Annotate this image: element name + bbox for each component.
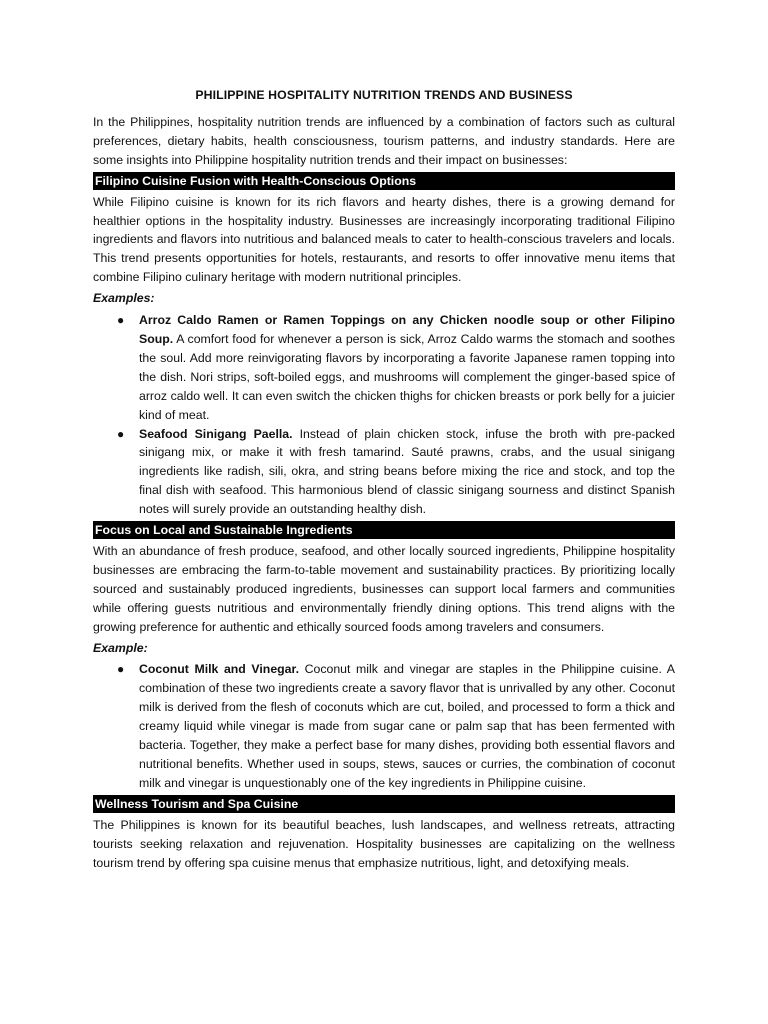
item-lead: Seafood Sinigang Paella. — [139, 426, 293, 441]
section-body-fusion: While Filipino cuisine is known for its rich flavors and hearty dishes, there is a growing demand for healthier options in the hospitality industry. Businesses are increasingly incorporating traditional Filipino ingredients and flavors into nutritious and balanced meals to cater to health-conscious travelers and locals. This trend presents opportunities for hotels, restaurants, and resorts to offer innovative menu items that combine Filipino culinary heritage with modern nutritional principles. — [93, 194, 675, 285]
intro-paragraph: In the Philippines, hospitality nutrition trends are influenced by a combination of factors such as cultural preferences, dietary habits, health consciousness, tourism patterns, and industry standards. Here are some insights into Philippine hospitality nutrition trends and their impact on businesses: — [93, 114, 675, 167]
bullet-icon: ● — [117, 313, 125, 328]
example-label: Example: — [93, 640, 148, 655]
item-text: A comfort food for whenever a person is sick, Arroz Caldo warms the stomach and soothes the soul. Add more reinvigorating flavors by incorporating a favorite Japanese ramen topping into the dish. Nori strips, soft-boiled eggs, and mushrooms will complement the ginger-based spice of arroz caldo well. It can even switch the chicken thighs for chicken breasts or pork belly for a juicier kind of meat. — [139, 331, 675, 422]
section-heading-wellness: Wellness Tourism and Spa Cuisine — [93, 795, 675, 813]
item-text: Coconut milk and vinegar are staples in the Philippine cuisine. A combination of these two ingredients create a savory flavor that is unrivalled by any other. Coconut milk is derived from the flesh of coconuts which are cut, boiled, and processed to form a thick and creamy liquid while vinegar is made from sugar cane or palm sap that has been fermented with bacteria. Together, they make a perfect base for many dishes, providing both essential flavors and nutritional benefits. Whether used in soups, stews, sauces or curries, the combination of coconut milk and vinegar is unquestionably one of the key ingredients in Philippine cuisine. — [139, 662, 675, 790]
examples-label: Examples: — [93, 291, 155, 306]
section-body-wellness: The Philippines is known for its beautiful beaches, lush landscapes, and wellness retreats, attracting tourists seeking relaxation and rejuvenation. Hospitality businesses are capitalizing on the wellness tourism trend by offering spa cuisine menus that emphasize nutritious, light, and detoxifying meals. — [93, 817, 675, 870]
bullet-icon: ● — [117, 662, 125, 677]
example-list-local — [93, 660, 675, 792]
section-heading-local: Focus on Local and Sustainable Ingredients — [93, 521, 675, 539]
document-page — [93, 86, 675, 873]
list-item — [93, 425, 675, 520]
item-lead: Arroz Caldo Ramen or Ramen Toppings on any Chicken noodle soup or other Filipino Soup. — [139, 313, 675, 346]
section-body-local: With an abundance of fresh produce, seafood, and other locally sourced ingredients, Philippine hospitality businesses are embracing the farm-to-table movement and sustainability practices. By prioritizing locally sourced and sustainably produced ingredients, businesses can support local farmers and communities while offering guests nutritious and environmentally friendly dining options. This trend aligns with the growing preference for authentic and ethically sourced foods among travelers and consumers. — [93, 544, 675, 634]
page-title: PHILIPPINE HOSPITALITY NUTRITION TRENDS AND BUSINESS — [195, 88, 573, 102]
item-lead: Coconut Milk and Vinegar. — [139, 662, 300, 677]
list-item — [93, 311, 675, 424]
item-text: Instead of plain chicken stock, infuse the broth with pre-packed sinigang mix, or make it with fresh tamarind. Sauté prawns, crabs, and the usual sinigang ingredients like radish, sili, okra, and string beans before mixing the rice and stock, and top the final dish with seafood. This harmonious blend of classic sinigang sourness and distinct Spanish notes will surely provide an outstanding healthy dish. — [139, 426, 675, 517]
section-heading-fusion: Filipino Cuisine Fusion with Health-Conscious Options — [93, 172, 675, 190]
bullet-icon: ● — [117, 426, 125, 441]
example-list-fusion — [93, 311, 675, 519]
list-item — [93, 660, 675, 792]
